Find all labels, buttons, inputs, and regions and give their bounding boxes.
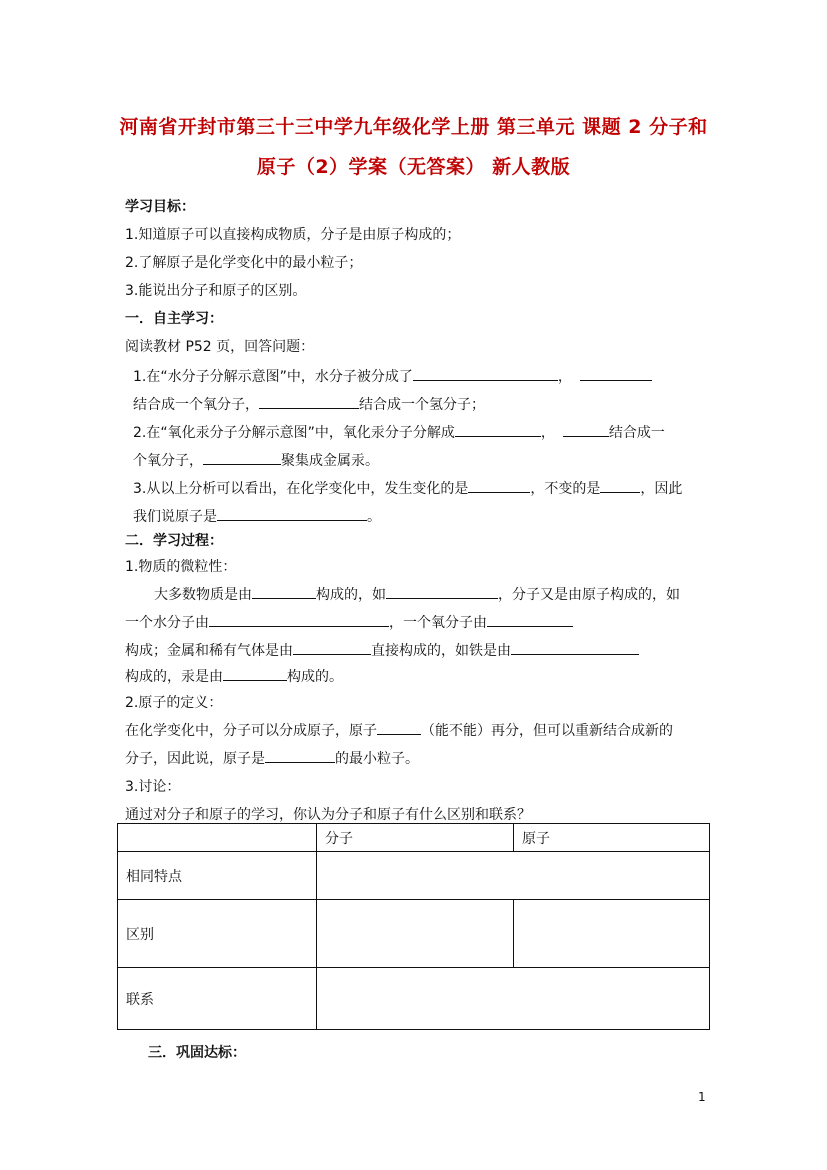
goal-item-2: 2.了解原子是化学变化中的最小粒子；: [125, 255, 363, 271]
answer-cell-diff-atom[interactable]: [514, 900, 710, 968]
question-1-line-1: [133, 366, 652, 386]
question-3-text-2: ，不变的是: [530, 481, 601, 497]
part2-text-3: 分子，因此说，原子是: [125, 751, 265, 767]
part1-text-5: ，一个氧分子由: [389, 615, 487, 631]
section1-intro: 阅读教材 P52 页，回答问题：: [125, 339, 315, 355]
question-2-text: 2.在“氧化汞分子分解示意图”中，氧化汞分子分解成: [133, 425, 455, 441]
answer-blank[interactable]: [511, 640, 639, 655]
answer-blank[interactable]: [209, 612, 389, 627]
part2-line-1: [125, 720, 673, 740]
table-row: [118, 968, 710, 1030]
question-3-line-2: [133, 506, 381, 526]
comparison-table: [117, 823, 710, 1030]
question-2-sep: ，: [540, 425, 555, 441]
section2-heading: 二．学习过程：: [125, 533, 223, 549]
part1-text-8: 构成的，汞是由: [125, 669, 223, 685]
part2-line-2: [125, 748, 419, 768]
part1-text-1: 大多数物质是由: [154, 587, 252, 603]
part1-line-1: [154, 584, 680, 604]
answer-blank[interactable]: [455, 422, 541, 437]
answer-blank[interactable]: [468, 478, 530, 493]
part3-question: 通过对分子和原子的学习，你认为分子和原子有什么区别和联系？: [125, 807, 531, 823]
goal-item-1: 1.知道原子可以直接构成物质，分子是由原子构成的；: [125, 227, 461, 243]
part1-line-3: [125, 640, 639, 660]
answer-blank[interactable]: [203, 450, 281, 465]
answer-blank[interactable]: [600, 478, 640, 493]
part1-title: 1.物质的微粒性：: [125, 559, 237, 575]
part2-text-2: （能不能）再分，但可以重新结合成新的: [421, 723, 673, 739]
part1-text-2: 构成的，如: [316, 587, 386, 603]
question-1-text-3: 结合成一个氢分子；: [359, 397, 485, 413]
answer-blank[interactable]: [413, 366, 558, 381]
question-1-text-2: 结合成一个氧分子，: [133, 397, 259, 413]
answer-blank[interactable]: [377, 720, 421, 735]
page-number: 1: [698, 1090, 706, 1104]
question-2-text-2: 结合成一: [608, 425, 665, 441]
answer-blank[interactable]: [259, 394, 359, 409]
section3-heading: 三．巩固达标：: [148, 1045, 246, 1061]
answer-blank[interactable]: [386, 584, 498, 599]
goals-heading: 学习目标：: [125, 199, 195, 215]
answer-cell-link[interactable]: [317, 968, 710, 1030]
question-2-text-3: 个氧分子，: [133, 453, 203, 469]
part1-text-9: 构成的。: [287, 669, 343, 685]
goal-item-3: 3.能说出分子和原子的区别。: [125, 283, 307, 299]
table-corner-cell: [118, 824, 317, 852]
table-row: [118, 852, 710, 900]
document-title-line1: 河南省开封市第三十三中学九年级化学上册 第三单元 课题 2 分子和: [119, 116, 708, 138]
part2-text-4: 的最小粒子。: [335, 751, 419, 767]
answer-blank[interactable]: [223, 666, 287, 681]
row-label-same: 相同特点: [118, 852, 317, 900]
question-2-line-2: [133, 450, 379, 470]
question-1-line-2: [133, 394, 485, 414]
answer-blank[interactable]: [563, 422, 609, 437]
part1-text-7: 直接构成的，如铁是由: [371, 643, 511, 659]
part3-title: 3.讨论：: [125, 779, 181, 795]
question-1-sep: ，: [557, 369, 572, 385]
part1-text-4: 一个水分子由: [125, 615, 209, 631]
row-label-link: 联系: [118, 968, 317, 1030]
question-1-text: 1.在“水分子分解示意图”中，水分子被分成了: [133, 369, 413, 385]
document-title-line2: 原子（2）学案（无答案） 新人教版: [256, 156, 571, 178]
row-label-diff: 区别: [118, 900, 317, 968]
answer-blank[interactable]: [217, 506, 367, 521]
question-3-text-3: ，因此: [640, 481, 683, 497]
part1-text-6: 构成；金属和稀有气体是由: [125, 643, 293, 659]
part2-title: 2.原子的定义：: [125, 695, 223, 711]
header-molecule: 分子: [317, 824, 514, 852]
question-3-line-1: [133, 478, 682, 498]
part2-text-1: 在化学变化中，分子可以分成原子，原子: [125, 723, 377, 739]
answer-blank[interactable]: [487, 612, 573, 627]
answer-blank[interactable]: [252, 584, 316, 599]
answer-cell-diff-molecule[interactable]: [317, 900, 514, 968]
answer-blank[interactable]: [265, 748, 335, 763]
question-3-text: 3.从以上分析可以看出，在化学变化中，发生变化的是: [133, 481, 469, 497]
question-2-line-1: [133, 422, 665, 442]
answer-blank[interactable]: [580, 366, 652, 381]
question-3-text-4: 我们说原子是: [133, 509, 217, 525]
question-2-text-4: 聚集成金属汞。: [281, 453, 379, 469]
answer-blank[interactable]: [293, 640, 371, 655]
table-row: [118, 900, 710, 968]
table-header-row: [118, 824, 710, 852]
answer-cell-same[interactable]: [317, 852, 710, 900]
part1-line-4: [125, 666, 343, 686]
part1-line-2: [125, 612, 573, 632]
header-atom: 原子: [514, 824, 710, 852]
section1-heading: 一．自主学习：: [125, 311, 223, 327]
part1-text-3: ，分子又是由原子构成的，如: [498, 587, 680, 603]
question-3-text-5: 。: [367, 509, 381, 525]
